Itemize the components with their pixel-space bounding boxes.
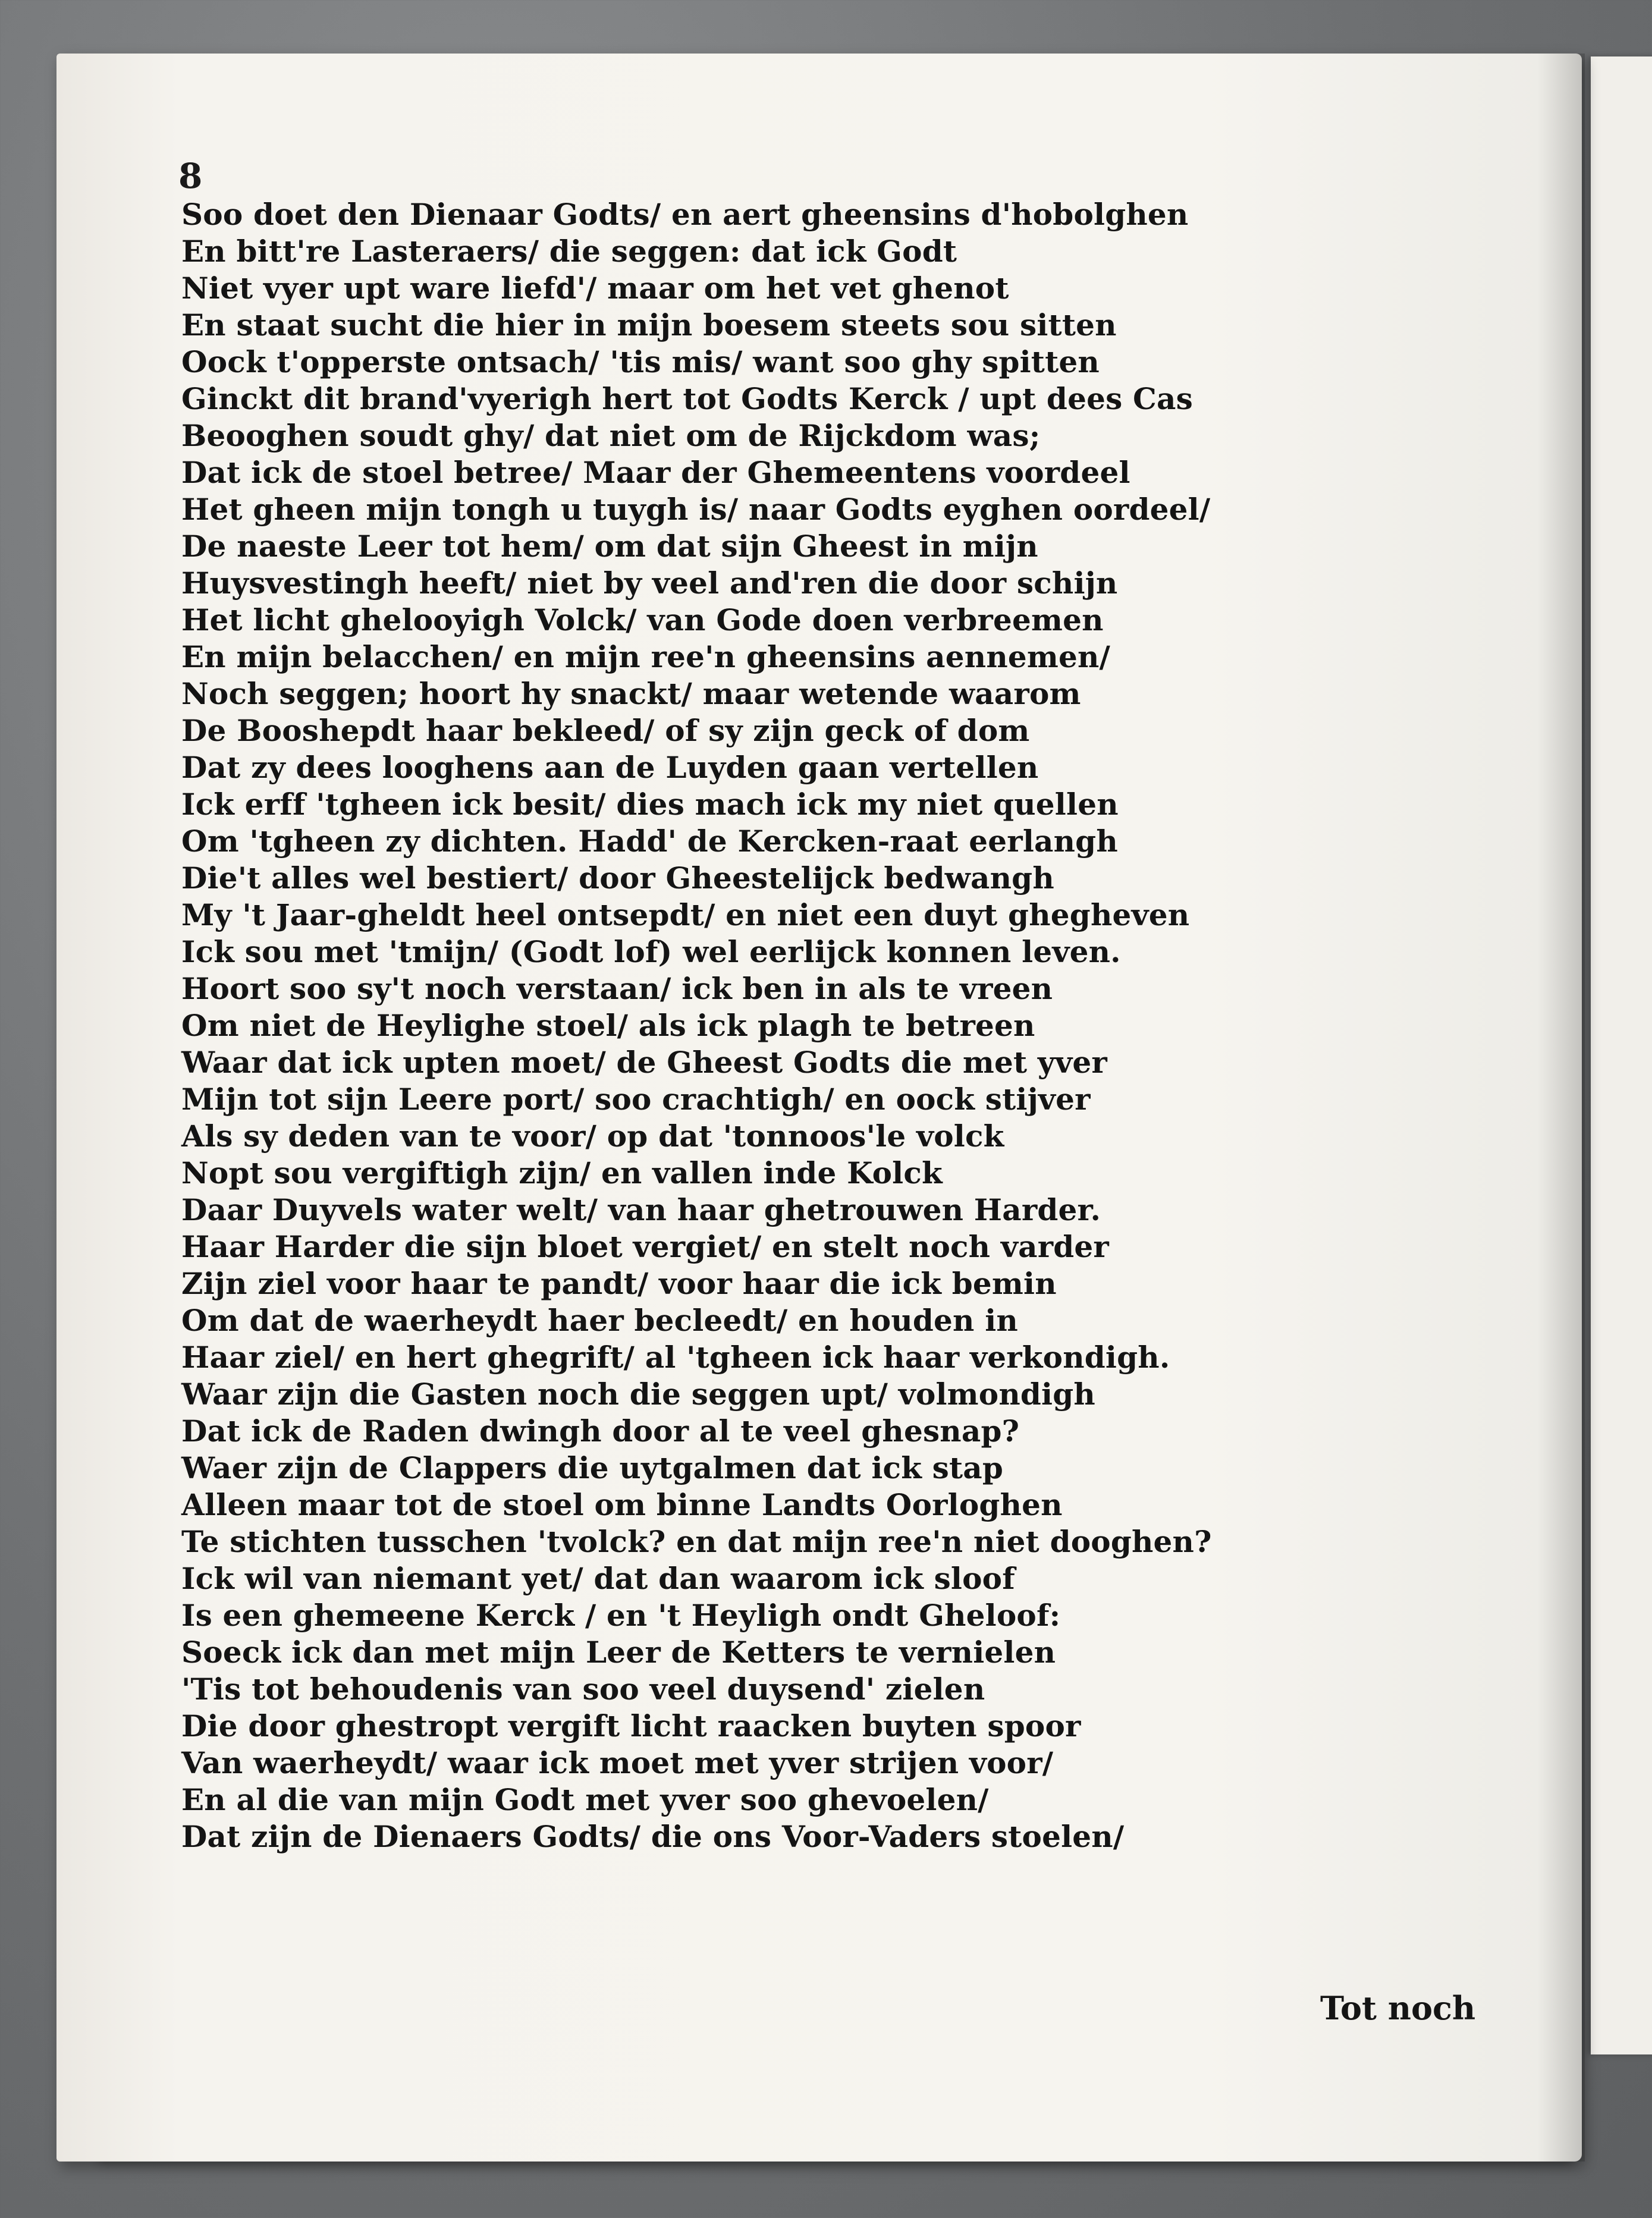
- verse-line: Als sy deden van te voor/ op dat 'tonnoos'le volck: [181, 1119, 1004, 1154]
- verse-line: En mijn belacchen/ en mijn ree'n gheensins aennemen/: [181, 639, 1111, 674]
- verse-line: Ginckt dit brand'vyerigh hert tot Godts Kerck / upt dees Cas: [181, 381, 1193, 416]
- verse-line: Te stichten tusschen 'tvolck? en dat mijn ree'n niet dooghen?: [181, 1524, 1212, 1559]
- verse-line: Die't alles wel bestiert/ door Gheestelijck bedwangh: [181, 860, 1054, 896]
- verse-line: Noch seggen; hoort hy snackt/ maar wetende waarom: [181, 676, 1081, 711]
- facing-page-edge: [1591, 56, 1652, 2054]
- verse-line: Daar Duyvels water welt/ van haar ghetrouwen Harder.: [181, 1192, 1101, 1227]
- verse-line: Dat zy dees looghens aan de Luyden gaan vertellen: [181, 750, 1039, 785]
- verse-line: Om niet de Heylighe stoel/ als ick plagh te betreen: [181, 1008, 1035, 1043]
- verse-line: De Booshepdt haar bekleed/ of sy zijn geck of dom: [181, 713, 1030, 748]
- verse-line: De naeste Leer tot hem/ om dat sijn Gheest in mijn: [181, 529, 1038, 564]
- verse-line: Zijn ziel voor haar te pandt/ voor haar die ick bemin: [181, 1266, 1057, 1301]
- verse-line: Haar Harder die sijn bloet vergiet/ en stelt noch varder: [181, 1229, 1109, 1264]
- verse-line: Dat zijn de Dienaers Godts/ die ons Voor-Vaders stoelen/: [181, 1819, 1125, 1854]
- page-number: 8: [178, 156, 203, 196]
- catchword: Tot noch: [1320, 1989, 1476, 2027]
- verse-line: En staat sucht die hier in mijn boesem steets sou sitten: [181, 307, 1117, 343]
- verse-line: Die door ghestropt vergift licht raacken buyten spoor: [181, 1708, 1081, 1743]
- verse-line: Om dat de waerheydt haer becleedt/ en houden in: [181, 1303, 1018, 1338]
- verse-line: Soeck ick dan met mijn Leer de Ketters te vernielen: [181, 1635, 1056, 1670]
- verse-line: En bitt're Lasteraers/ die seggen: dat ick Godt: [181, 234, 957, 269]
- verse-line: Nopt sou vergiftigh zijn/ en vallen inde Kolck: [181, 1155, 943, 1190]
- verse-line: Dat ick de stoel betree/ Maar der Ghemeentens voordeel: [181, 455, 1130, 490]
- verse-line: Alleen maar tot de stoel om binne Landts Oorloghen: [181, 1487, 1063, 1522]
- verse-line: Ick erff 'tgheen ick besit/ dies mach ick my niet quellen: [181, 787, 1119, 822]
- verse-line: Van waerheydt/ waar ick moet met yver strijen voor/: [181, 1745, 1054, 1780]
- verse-line: Niet vyer upt ware liefd'/ maar om het vet ghenot: [181, 271, 1009, 306]
- verse-line: Beooghen soudt ghy/ dat niet om de Rijckdom was;: [181, 418, 1041, 453]
- verse-line: Mijn tot sijn Leere port/ soo crachtigh/ en oock stijver: [181, 1082, 1091, 1117]
- page-gutter-shadow: [1537, 54, 1585, 2162]
- verse-line: Haar ziel/ en hert ghegrift/ al 'tgheen ick haar verkondigh.: [181, 1340, 1170, 1375]
- verse-line: My 't Jaar-gheldt heel ontsepdt/ en niet een duyt ghegheven: [181, 897, 1190, 932]
- verse-line: Huysvestingh heeft/ niet by veel and'ren die door schijn: [181, 566, 1118, 601]
- verse-line: Waer zijn de Clappers die uytgalmen dat ick stap: [181, 1450, 1004, 1485]
- verse-line: Ick wil van niemant yet/ dat dan waarom ick sloof: [181, 1561, 1015, 1596]
- verse-body: [181, 196, 1252, 1855]
- verse-line: Waar zijn die Gasten noch die seggen upt/ volmondigh: [181, 1377, 1095, 1412]
- verse-line: Het licht ghelooyigh Volck/ van Gode doen verbreemen: [181, 602, 1104, 637]
- verse-line: Soo doet den Dienaar Godts/ en aert gheensins d'hobolghen: [181, 197, 1189, 232]
- verse-line: Oock t'opperste ontsach/ 'tis mis/ want soo ghy spitten: [181, 344, 1100, 379]
- verse-line: Ick sou met 'tmijn/ (Godt lof) wel eerlijck konnen leven.: [181, 934, 1121, 969]
- verse-line: Het gheen mijn tongh u tuygh is/ naar Godts eyghen oordeel/: [181, 492, 1211, 527]
- verse-line: Hoort soo sy't noch verstaan/ ick ben in als te vreen: [181, 971, 1053, 1006]
- verse-line: En al die van mijn Godt met yver soo ghevoelen/: [181, 1782, 989, 1817]
- verse-line: 'Tis tot behoudenis van soo veel duysend' zielen: [181, 1672, 985, 1707]
- verse-line: Is een ghemeene Kerck / en 't Heyligh ondt Gheloof:: [181, 1598, 1061, 1633]
- verse-line: Waar dat ick upten moet/ de Gheest Godts die met yver: [181, 1045, 1107, 1080]
- verse-line: Om 'tgheen zy dichten. Hadd' de Kercken-raat eerlangh: [181, 824, 1118, 859]
- verse-line: Dat ick de Raden dwingh door al te veel ghesnap?: [181, 1413, 1020, 1449]
